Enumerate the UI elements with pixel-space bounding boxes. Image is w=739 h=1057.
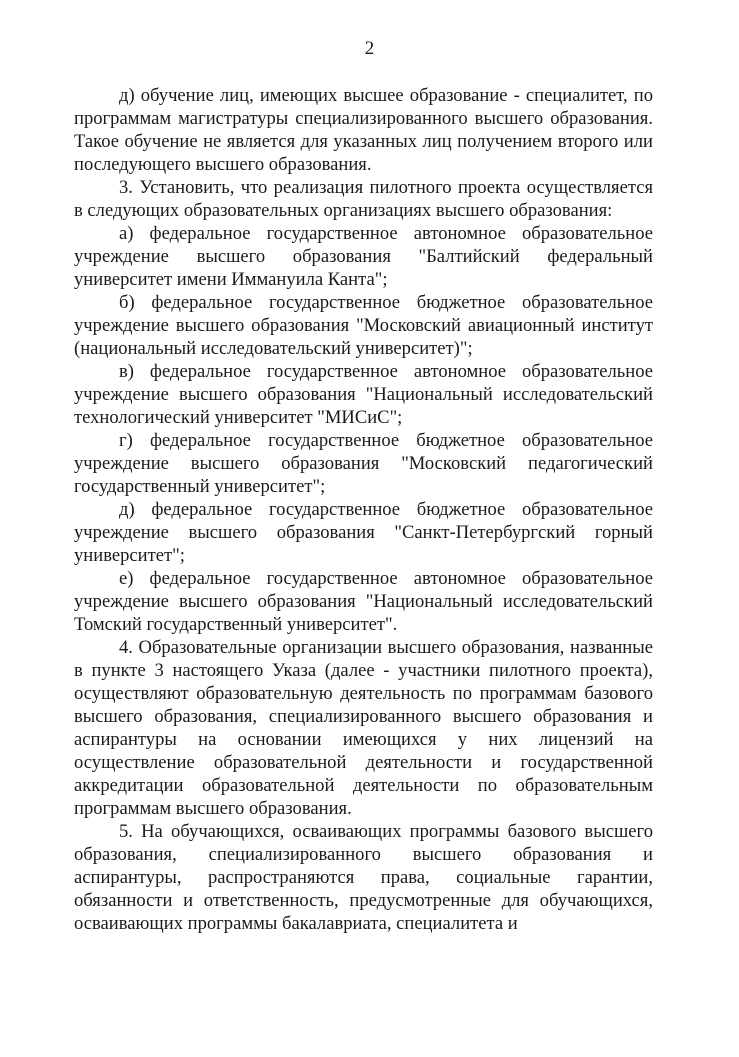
page-number: 2 [364,38,375,59]
document-body [74,84,653,935]
paragraph-org-a: а) федеральное государственное автономное образовательное учреждение высшего образования "Балтийский федеральный университет имени Иммануила Канта"; [74,223,653,290]
paragraph-clause-4: 4. Образовательные организации высшего образования, названные в пункте 3 настоящего Указа (далее - участники пилотного проекта), осуществляют образовательную деятельность по программам базового высшего образования, специализированного высшего образования и аспирантуры на основании имеющихся у них лицензий на осуществление образовательной деятельности и государственной аккредитации образовательной деятельности по образовательным программам высшего образования. [74,637,653,819]
paragraph-org-e: д) федеральное государственное бюджетное образовательное учреждение высшего образования "Санкт-Петербургский горный университет"; [74,499,653,566]
paragraph-clause-3: 3. Установить, что реализация пилотного проекта осуществляется в следующих образовательных организациях высшего образования: [74,177,653,221]
paragraph-org-d: г) федеральное государственное бюджетное образовательное учреждение высшего образования "Московский педагогический государственный университет"; [74,430,653,497]
paragraph-org-c: в) федеральное государственное автономное образовательное учреждение высшего образования "Национальный исследовательский технологический университет "МИСиС"; [74,361,653,428]
paragraph-item-d-education: д) обучение лиц, имеющих высшее образование - специалитет, по программам магистратуры специализированного высшего образования. Такое обучение не является для указанных лиц получением второго или последующего высшего образования. [74,85,653,175]
paragraph-org-b: б) федеральное государственное бюджетное образовательное учреждение высшего образования "Московский авиационный институт (национальный исследовательский университет)"; [74,292,653,359]
paragraph-org-f: е) федеральное государственное автономное образовательное учреждение высшего образования "Национальный исследовательский Томский государственный университет". [74,568,653,635]
paragraph-clause-5: 5. На обучающихся, осваивающих программы базового высшего образования, специализированного высшего образования и аспирантуры, распространяются права, социальные гарантии, обязанности и ответственность, предусмотренные для обучающихся, осваивающих программы бакалавриата, специалитета и [74,821,653,934]
